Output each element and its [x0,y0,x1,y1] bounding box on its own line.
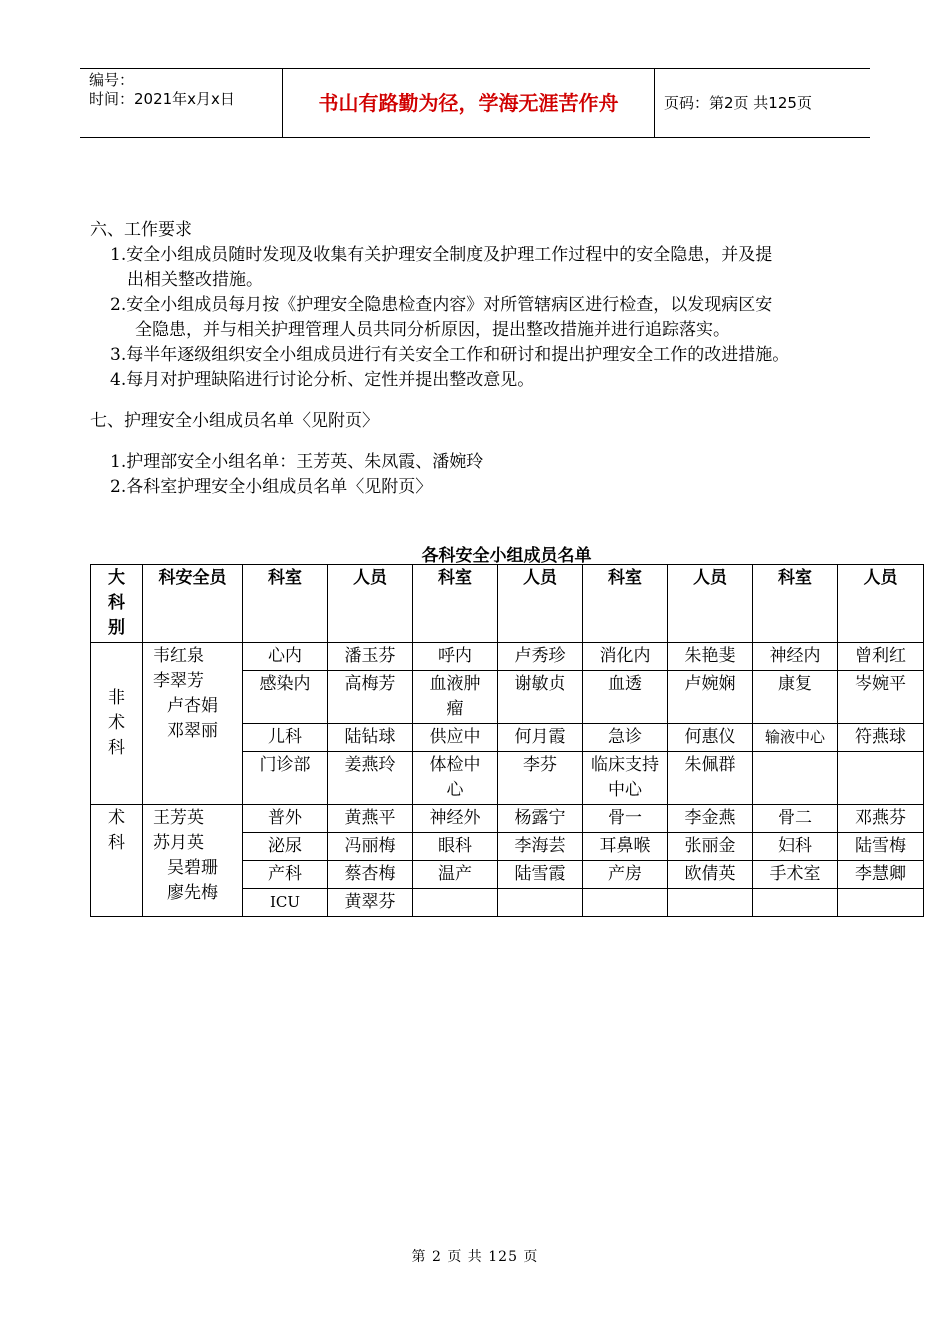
dept-cell: 血透 [583,671,668,724]
dept-cell [583,889,668,917]
dept-cell: 耳鼻喉 [583,833,668,861]
staff-cell: 李慧卿 [838,861,924,889]
dept-cell: 温产 [413,861,498,889]
staff-cell: 欧倩英 [668,861,753,889]
s7-item-2: 2.各科室护理安全小组成员名单〈见附页〉 [110,477,433,497]
s6-item-2-cont: 全隐患，并与相关护理管理人员共同分析原因，提出整改措施并进行追踪落实。 [135,320,730,340]
staff-cell: 邓燕芬 [838,805,924,833]
staff-cell: 李海芸 [498,833,583,861]
header-motto: 书山有路勤为径，学海无涯苦作舟 [283,69,655,137]
header-cell: 科室 [583,565,668,643]
header-cell: 科室 [413,565,498,643]
staff-cell: 李芬 [498,752,583,805]
dept-cell: 骨二 [753,805,838,833]
dept-cell: 儿科 [243,724,328,752]
header-cell: 人员 [668,565,753,643]
staff-cell: 卢婉娴 [668,671,753,724]
staff-cell: 黄翠芬 [328,889,413,917]
staff-cell [838,752,924,805]
dept-cell: 妇科 [753,833,838,861]
staff-cell: 黄燕平 [328,805,413,833]
number-label: 编号： [89,71,135,89]
dept-cell [753,752,838,805]
dept-cell: 血液肿瘤 [413,671,498,724]
staff-cell: 蔡杏梅 [328,861,413,889]
dept-cell: 急诊 [583,724,668,752]
staff-cell: 朱艳斐 [668,643,753,671]
staff-cell: 陆钻球 [328,724,413,752]
category-cell: 非术科 [91,643,143,805]
dept-cell: 呼内 [413,643,498,671]
staff-cell: 李金燕 [668,805,753,833]
category-cell: 术科 [91,805,143,917]
s7-item-1: 1.护理部安全小组名单：王芳英、朱凤霞、潘婉玲 [110,452,484,472]
staff-cell: 何月霞 [498,724,583,752]
dept-cell: 消化内 [583,643,668,671]
dept-cell: 骨一 [583,805,668,833]
table-row [91,805,924,833]
officers-cell: 韦红泉 李翠芳 卢杏娟 邓翠丽 [143,643,243,805]
staff-cell: 冯丽梅 [328,833,413,861]
staff-cell [668,889,753,917]
table-header-row [91,565,924,643]
dept-cell: 眼科 [413,833,498,861]
staff-cell: 姜燕玲 [328,752,413,805]
header-cell: 大科别 [91,565,143,643]
safety-team-table [90,564,924,917]
header-cell: 人员 [838,565,924,643]
dept-cell: 门诊部 [243,752,328,805]
table-title: 各科安全小组成员名单 [421,546,592,566]
s6-item-1-cont: 出相关整改措施。 [127,270,263,290]
dept-cell: 体检中心 [413,752,498,805]
staff-cell: 岑婉平 [838,671,924,724]
staff-cell: 符燕球 [838,724,924,752]
staff-cell [498,889,583,917]
section-7-title: 七、护理安全小组成员名单〈见附页〉 [90,411,379,431]
dept-cell: 康复 [753,671,838,724]
officers-cell: 王芳英 苏月英 吴碧珊 廖先梅 [143,805,243,917]
dept-cell [413,889,498,917]
staff-cell: 卢秀珍 [498,643,583,671]
s6-item-4: 4.每月对护理缺陷进行讨论分析、定性并提出整改意见。 [110,370,535,390]
header-cell: 人员 [328,565,413,643]
dept-cell: 神经内 [753,643,838,671]
dept-cell: ICU [243,889,328,917]
staff-cell: 何惠仪 [668,724,753,752]
staff-cell: 朱佩群 [668,752,753,805]
page-footer: 第 2 页 共 125 页 [411,1249,539,1265]
dept-cell: 供应中 [413,724,498,752]
dept-cell: 临床支持中心 [583,752,668,805]
header-cell: 科安全员 [143,565,243,643]
s6-item-1: 1.安全小组成员随时发现及收集有关护理安全制度及护理工作过程中的安全隐患，并及提 [110,245,773,265]
staff-cell: 潘玉芬 [328,643,413,671]
header-cell: 人员 [498,565,583,643]
staff-cell: 杨露宁 [498,805,583,833]
dept-cell: 产房 [583,861,668,889]
header-cell: 科室 [243,565,328,643]
s6-item-3: 3.每半年逐级组织安全小组成员进行有关安全工作和研讨和提出护理安全工作的改进措施。 [110,345,790,365]
staff-cell [838,889,924,917]
page-header [80,68,870,138]
header-meta [80,69,283,137]
staff-cell: 谢敏贞 [498,671,583,724]
header-page-info: 页码：第2页 共125页 [664,94,812,112]
s6-item-2: 2.安全小组成员每月按《护理安全隐患检查内容》对所管辖病区进行检查，以发现病区安 [110,295,773,315]
dept-cell: 输液中心 [753,724,838,752]
staff-cell: 高梅芳 [328,671,413,724]
staff-cell: 陆雪梅 [838,833,924,861]
staff-cell: 陆雪霞 [498,861,583,889]
dept-cell: 感染内 [243,671,328,724]
dept-cell: 神经外 [413,805,498,833]
dept-cell: 产科 [243,861,328,889]
header-cell: 科室 [753,565,838,643]
dept-cell: 普外 [243,805,328,833]
dept-cell [753,889,838,917]
time-label: 时间：2021年x月x日 [89,90,235,108]
document-body [90,218,880,500]
dept-cell: 手术室 [753,861,838,889]
dept-cell: 泌尿 [243,833,328,861]
staff-cell: 曾利红 [838,643,924,671]
section-6-title: 六、工作要求 [90,220,192,240]
table-row [91,643,924,671]
staff-cell: 张丽金 [668,833,753,861]
dept-cell: 心内 [243,643,328,671]
